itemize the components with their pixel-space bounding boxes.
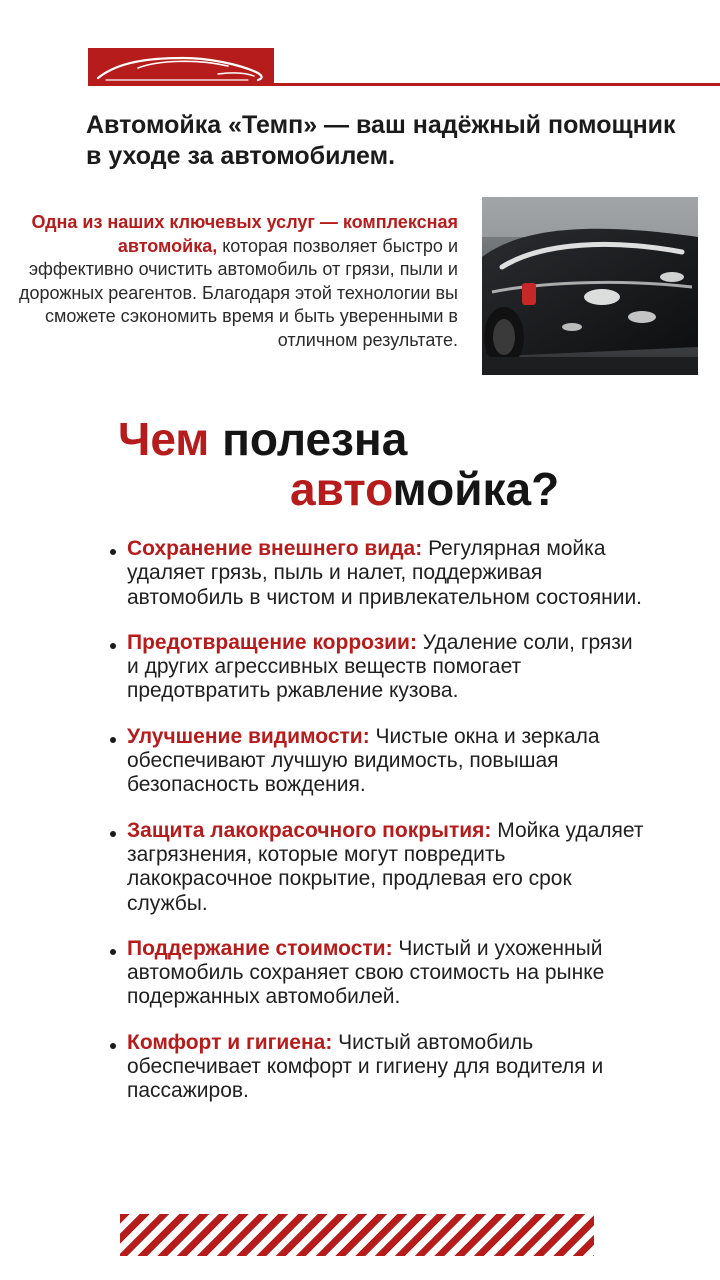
list-item (106, 537, 646, 610)
list-item (106, 819, 646, 916)
benefit-text: Чистый автомобиль обеспечивает комфорт и гигиену для водителя и пассажиров. (127, 1030, 604, 1103)
bullet-icon (110, 643, 116, 649)
intro-paragraph (10, 211, 458, 352)
bullet-icon (110, 831, 116, 837)
list-item (106, 631, 646, 704)
benefit-title: Поддержание стоимости: (127, 936, 393, 960)
title-red-part: Чем (118, 413, 210, 465)
section-title-line2 (290, 462, 559, 516)
list-item (106, 1031, 646, 1104)
benefit-title: Улучшение видимости: (127, 724, 370, 748)
title-rest-part: полезна (209, 413, 408, 465)
benefit-text: Регулярная мойка удаляет грязь, пыль и налет, поддерживая автомобиль в чистом и привлекательном состоянии. (127, 537, 643, 609)
logo-banner (88, 48, 274, 86)
benefit-text: Удаление соли, грязи и других агрессивных веществ помогает предотвратить ржавление кузова. (127, 630, 633, 703)
benefit-title: Комфорт и гигиена: (127, 1030, 333, 1054)
bullet-icon (110, 737, 116, 743)
bullet-icon (110, 1043, 116, 1049)
benefit-text: Чистые окна и зеркала обеспечивают лучшую видимость, повышая безопасность вождения. (127, 724, 600, 797)
benefit-text: Мойка удаляет загрязнения, которые могут повредить лакокрасочное покрытие, продлевая его срок службы. (127, 818, 644, 915)
benefit-title: Предотвращение коррозии: (127, 630, 417, 654)
section-title-line1 (118, 412, 407, 466)
benefits-list (106, 537, 646, 1125)
benefit-title: Защита лакокрасочного покрытия: (127, 818, 492, 842)
headline: Автомойка «Темп» — ваш надёжный помощник в уходе за автомобилем. (86, 111, 676, 170)
benefit-title: Сохранение внешнего вида: (127, 537, 423, 560)
foamed-car-photo (482, 197, 698, 375)
intro-highlight: Одна из наших ключевых услуг — комплексная автомойка, (31, 212, 458, 256)
bullet-icon (110, 549, 116, 555)
intro-text: которая позволяет быстро и эффективно очистить автомобиль от грязи, пыли и дорожных реагентов. Благодаря этой технологии вы сможете сэкономить время и быть уверенными в отличном результате. (18, 235, 458, 350)
list-item (106, 937, 646, 1010)
list-item (106, 725, 646, 798)
title-red-part: авто (290, 463, 393, 515)
decorative-stripes (120, 1214, 594, 1256)
title-rest-part: мойка? (392, 463, 560, 515)
benefit-text: Чистый и ухоженный автомобиль сохраняет свою стоимость на рынке подержанных автомобилей. (127, 936, 605, 1009)
header-divider (274, 83, 720, 86)
bullet-icon (110, 949, 116, 955)
car-silhouette-icon (88, 48, 274, 86)
section-title (0, 412, 720, 522)
